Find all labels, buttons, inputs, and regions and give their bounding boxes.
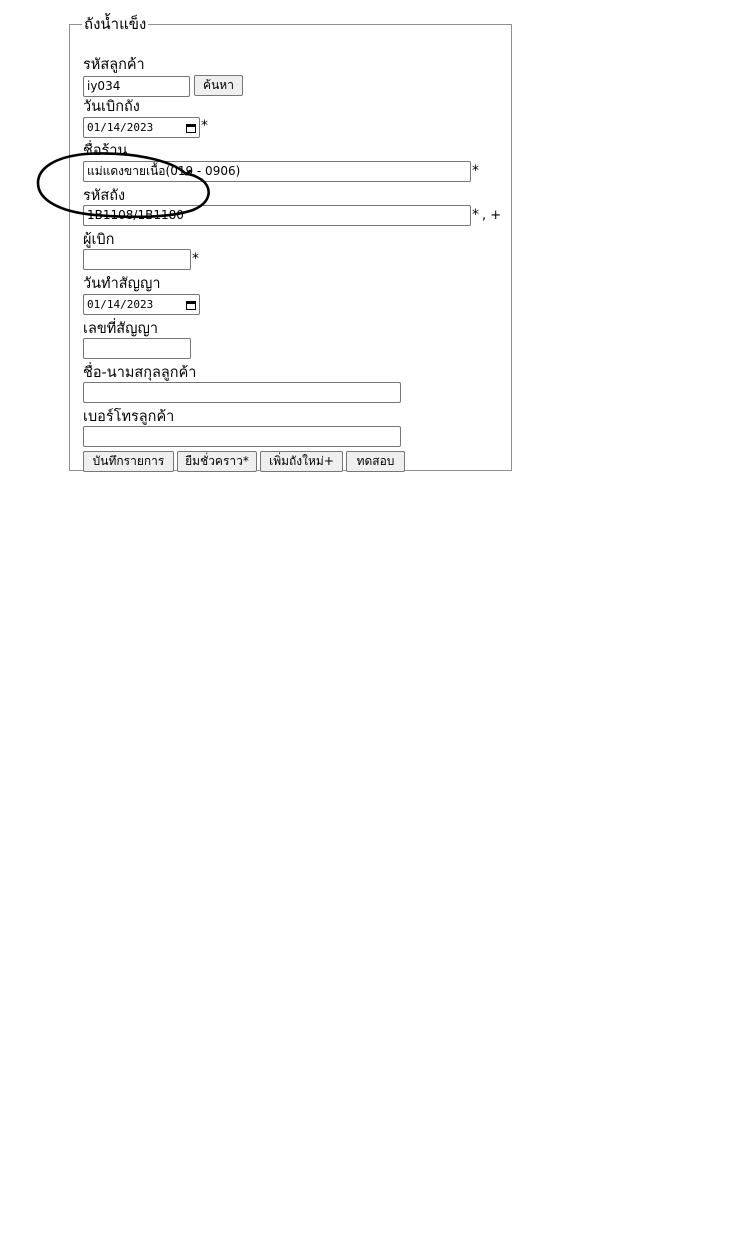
tank-code-add-link[interactable]: , + — [482, 208, 502, 223]
shop-name-required-mark: * — [472, 163, 479, 179]
withdraw-date-input[interactable] — [83, 117, 200, 138]
test-button[interactable]: ทดสอบ — [346, 451, 405, 472]
save-button[interactable]: บันทึกรายการ — [83, 451, 174, 472]
customer-fullname-label: ชื่อ-นามสกุลลูกค้า — [83, 365, 197, 381]
borrow-temp-button[interactable]: ยืมชั่วคราว* — [177, 451, 257, 472]
shop-name-label: ชื่อร้าน — [83, 143, 128, 159]
withdrawer-input[interactable] — [83, 249, 191, 270]
customer-phone-label: เบอร์โทรลูกค้า — [83, 409, 175, 425]
ice-tank-form — [69, 16, 512, 471]
tank-code-input[interactable]: 1B1108/1B1180 — [83, 205, 471, 226]
customer-phone-input[interactable] — [83, 426, 401, 447]
withdraw-date-label: วันเบิกถัง — [83, 99, 140, 115]
withdraw-date-value: 01/14/2023 — [87, 121, 154, 134]
withdraw-date-required-mark: * — [201, 118, 208, 134]
calendar-icon[interactable] — [186, 123, 196, 133]
contract-date-value: 01/14/2023 — [87, 298, 154, 311]
contract-no-input[interactable] — [83, 338, 191, 359]
tank-code-label: รหัสถัง — [83, 188, 126, 204]
calendar-icon[interactable] — [186, 300, 196, 310]
add-new-tank-button[interactable]: เพิ่มถังใหม่+ — [260, 451, 343, 472]
tank-code-required-mark: * — [472, 207, 479, 223]
contract-date-label: วันทำสัญญา — [83, 276, 161, 292]
contract-date-input[interactable] — [83, 294, 200, 315]
search-button[interactable]: ค้นหา — [194, 75, 243, 96]
shop-name-input[interactable]: แม่แดงขายเนื้อ(019 - 0906) — [83, 161, 471, 182]
customer-code-label: รหัสลูกค้า — [83, 57, 145, 73]
form-legend: ถังน้ำแข็ง — [84, 15, 147, 33]
withdrawer-label: ผู้เบิก — [83, 232, 115, 248]
contract-no-label: เลขที่สัญญา — [83, 321, 159, 337]
customer-fullname-input[interactable] — [83, 382, 401, 403]
customer-code-input[interactable]: iy034 — [83, 76, 190, 97]
withdrawer-required-mark: * — [192, 251, 199, 267]
